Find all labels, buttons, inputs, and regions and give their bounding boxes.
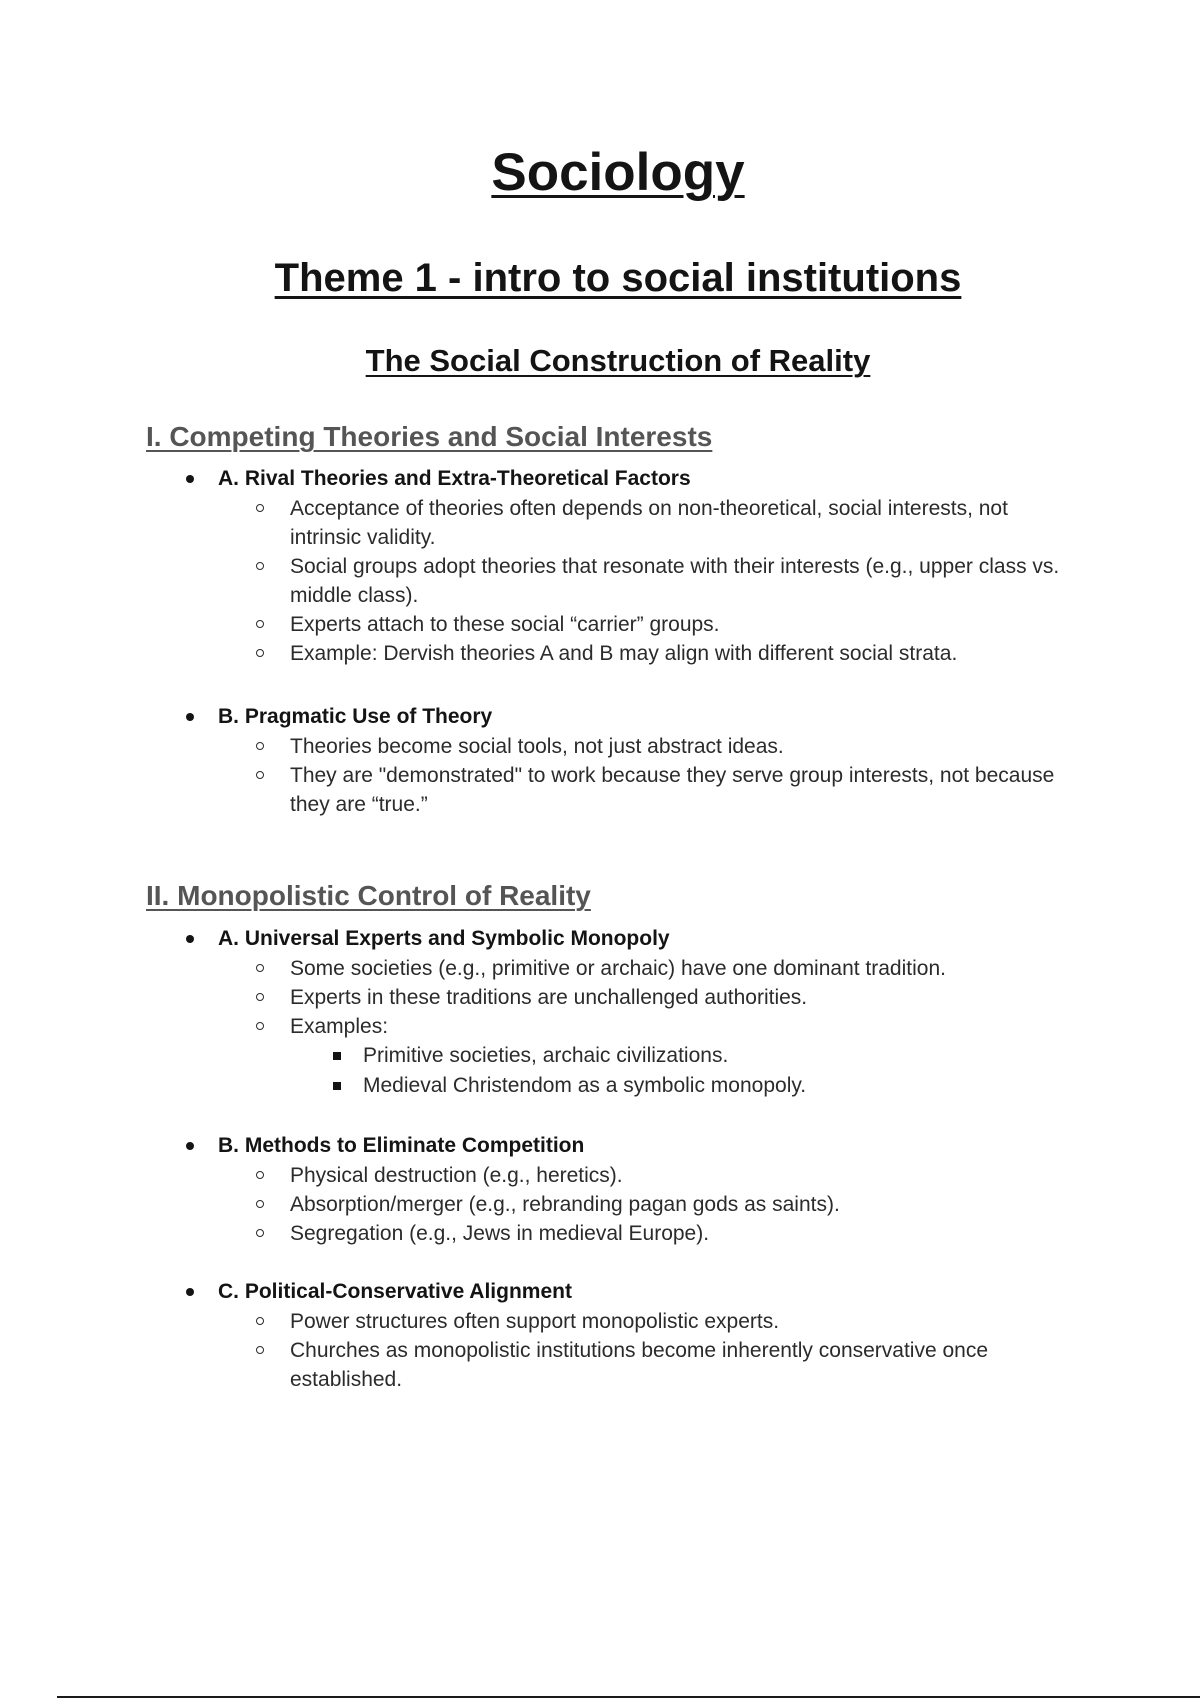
- hollow-bullet-icon: [256, 771, 264, 779]
- hollow-bullet-icon: [256, 742, 264, 750]
- hollow-bullet-icon: [256, 504, 264, 512]
- subsection: [0, 702, 1200, 819]
- subsection-label: A. Rival Theories and Extra-Theoretical Factors: [218, 467, 691, 490]
- nested-list-item: [0, 1041, 1200, 1071]
- list-item-text: Acceptance of theories often depends on non-theoretical, social interests, not intrinsic validity.: [290, 497, 1008, 549]
- list-item: [0, 954, 1200, 983]
- list-item: [0, 639, 1200, 668]
- subsection: [0, 1131, 1200, 1248]
- subsection-heading: [0, 1131, 1200, 1161]
- hollow-bullet-icon: [256, 562, 264, 570]
- list-item-text: Segregation (e.g., Jews in medieval Europe).: [290, 1222, 710, 1245]
- bullet-icon: [186, 475, 194, 483]
- nested-list-item-text: Medieval Christendom as a symbolic monopoly.: [363, 1074, 807, 1097]
- subsection-label: C. Political-Conservative Alignment: [218, 1280, 572, 1303]
- list-item-text: Power structures often support monopolistic experts.: [290, 1310, 780, 1333]
- list-item: [0, 494, 1200, 552]
- list-item-text: Some societies (e.g., primitive or archaic) have one dominant tradition.: [290, 957, 946, 980]
- list-item: [0, 983, 1200, 1012]
- bullet-icon: [186, 935, 194, 943]
- page-bottom-rule: [57, 1696, 1200, 1698]
- hollow-bullet-icon: [256, 1022, 264, 1030]
- hollow-bullet-icon: [256, 1346, 264, 1354]
- list-item: [0, 1336, 1200, 1394]
- theme-title: Theme 1 - intro to social institutions: [274, 256, 962, 300]
- document-subtitle: The Social Construction of Reality: [365, 343, 871, 378]
- hollow-bullet-icon: [256, 649, 264, 657]
- list-item-text: Social groups adopt theories that resonate with their interests (e.g., upper class vs. middle class).: [290, 555, 1060, 607]
- subsection: [0, 1277, 1200, 1394]
- hollow-bullet-icon: [256, 1229, 264, 1237]
- subsection-heading: [0, 464, 1200, 494]
- subsection-label: B. Methods to Eliminate Competition: [218, 1134, 585, 1157]
- list-item-text: Churches as monopolistic institutions become inherently conservative once established.: [290, 1339, 989, 1391]
- list-item: [0, 1161, 1200, 1190]
- bullet-icon: [186, 713, 194, 721]
- list-item: [0, 610, 1200, 639]
- subsection: [0, 924, 1200, 1101]
- list-item: [0, 732, 1200, 761]
- bullet-icon: [186, 1142, 194, 1150]
- list-item-text: Experts in these traditions are unchallenged authorities.: [290, 986, 808, 1009]
- list-item-text: Examples:: [290, 1015, 389, 1038]
- subsection-heading: [0, 702, 1200, 732]
- list-item: [0, 761, 1200, 819]
- section-heading: II. Monopolistic Control of Reality: [146, 880, 591, 911]
- subsection-label: A. Universal Experts and Symbolic Monopoly: [218, 927, 670, 950]
- nested-list-item: [0, 1071, 1200, 1101]
- list-item: [0, 552, 1200, 610]
- list-item: [0, 1219, 1200, 1248]
- list-item-text: Absorption/merger (e.g., rebranding pagan gods as saints).: [290, 1193, 840, 1216]
- list-item: [0, 1307, 1200, 1336]
- nested-list-item-text: Primitive societies, archaic civilizations.: [363, 1044, 729, 1067]
- square-bullet-icon: [333, 1082, 341, 1090]
- hollow-bullet-icon: [256, 964, 264, 972]
- list-item-text: They are "demonstrated" to work because they serve group interests, not because they are “true.”: [290, 764, 1055, 816]
- list-item: [0, 1190, 1200, 1219]
- subsection-heading: [0, 1277, 1200, 1307]
- subsection-label: B. Pragmatic Use of Theory: [218, 705, 493, 728]
- list-item-text: Theories become social tools, not just abstract ideas.: [290, 735, 784, 758]
- hollow-bullet-icon: [256, 993, 264, 1001]
- document-title: Sociology: [491, 143, 745, 202]
- bullet-icon: [186, 1288, 194, 1296]
- list-item: [0, 1012, 1200, 1041]
- hollow-bullet-icon: [256, 1200, 264, 1208]
- square-bullet-icon: [333, 1052, 341, 1060]
- section-heading: I. Competing Theories and Social Interests: [146, 421, 713, 452]
- hollow-bullet-icon: [256, 1171, 264, 1179]
- list-item-text: Experts attach to these social “carrier” groups.: [290, 613, 720, 636]
- subsection: [0, 464, 1200, 668]
- list-item-text: Physical destruction (e.g., heretics).: [290, 1164, 623, 1187]
- list-item-text: Example: Dervish theories A and B may align with different social strata.: [290, 642, 958, 665]
- hollow-bullet-icon: [256, 1317, 264, 1325]
- hollow-bullet-icon: [256, 620, 264, 628]
- subsection-heading: [0, 924, 1200, 954]
